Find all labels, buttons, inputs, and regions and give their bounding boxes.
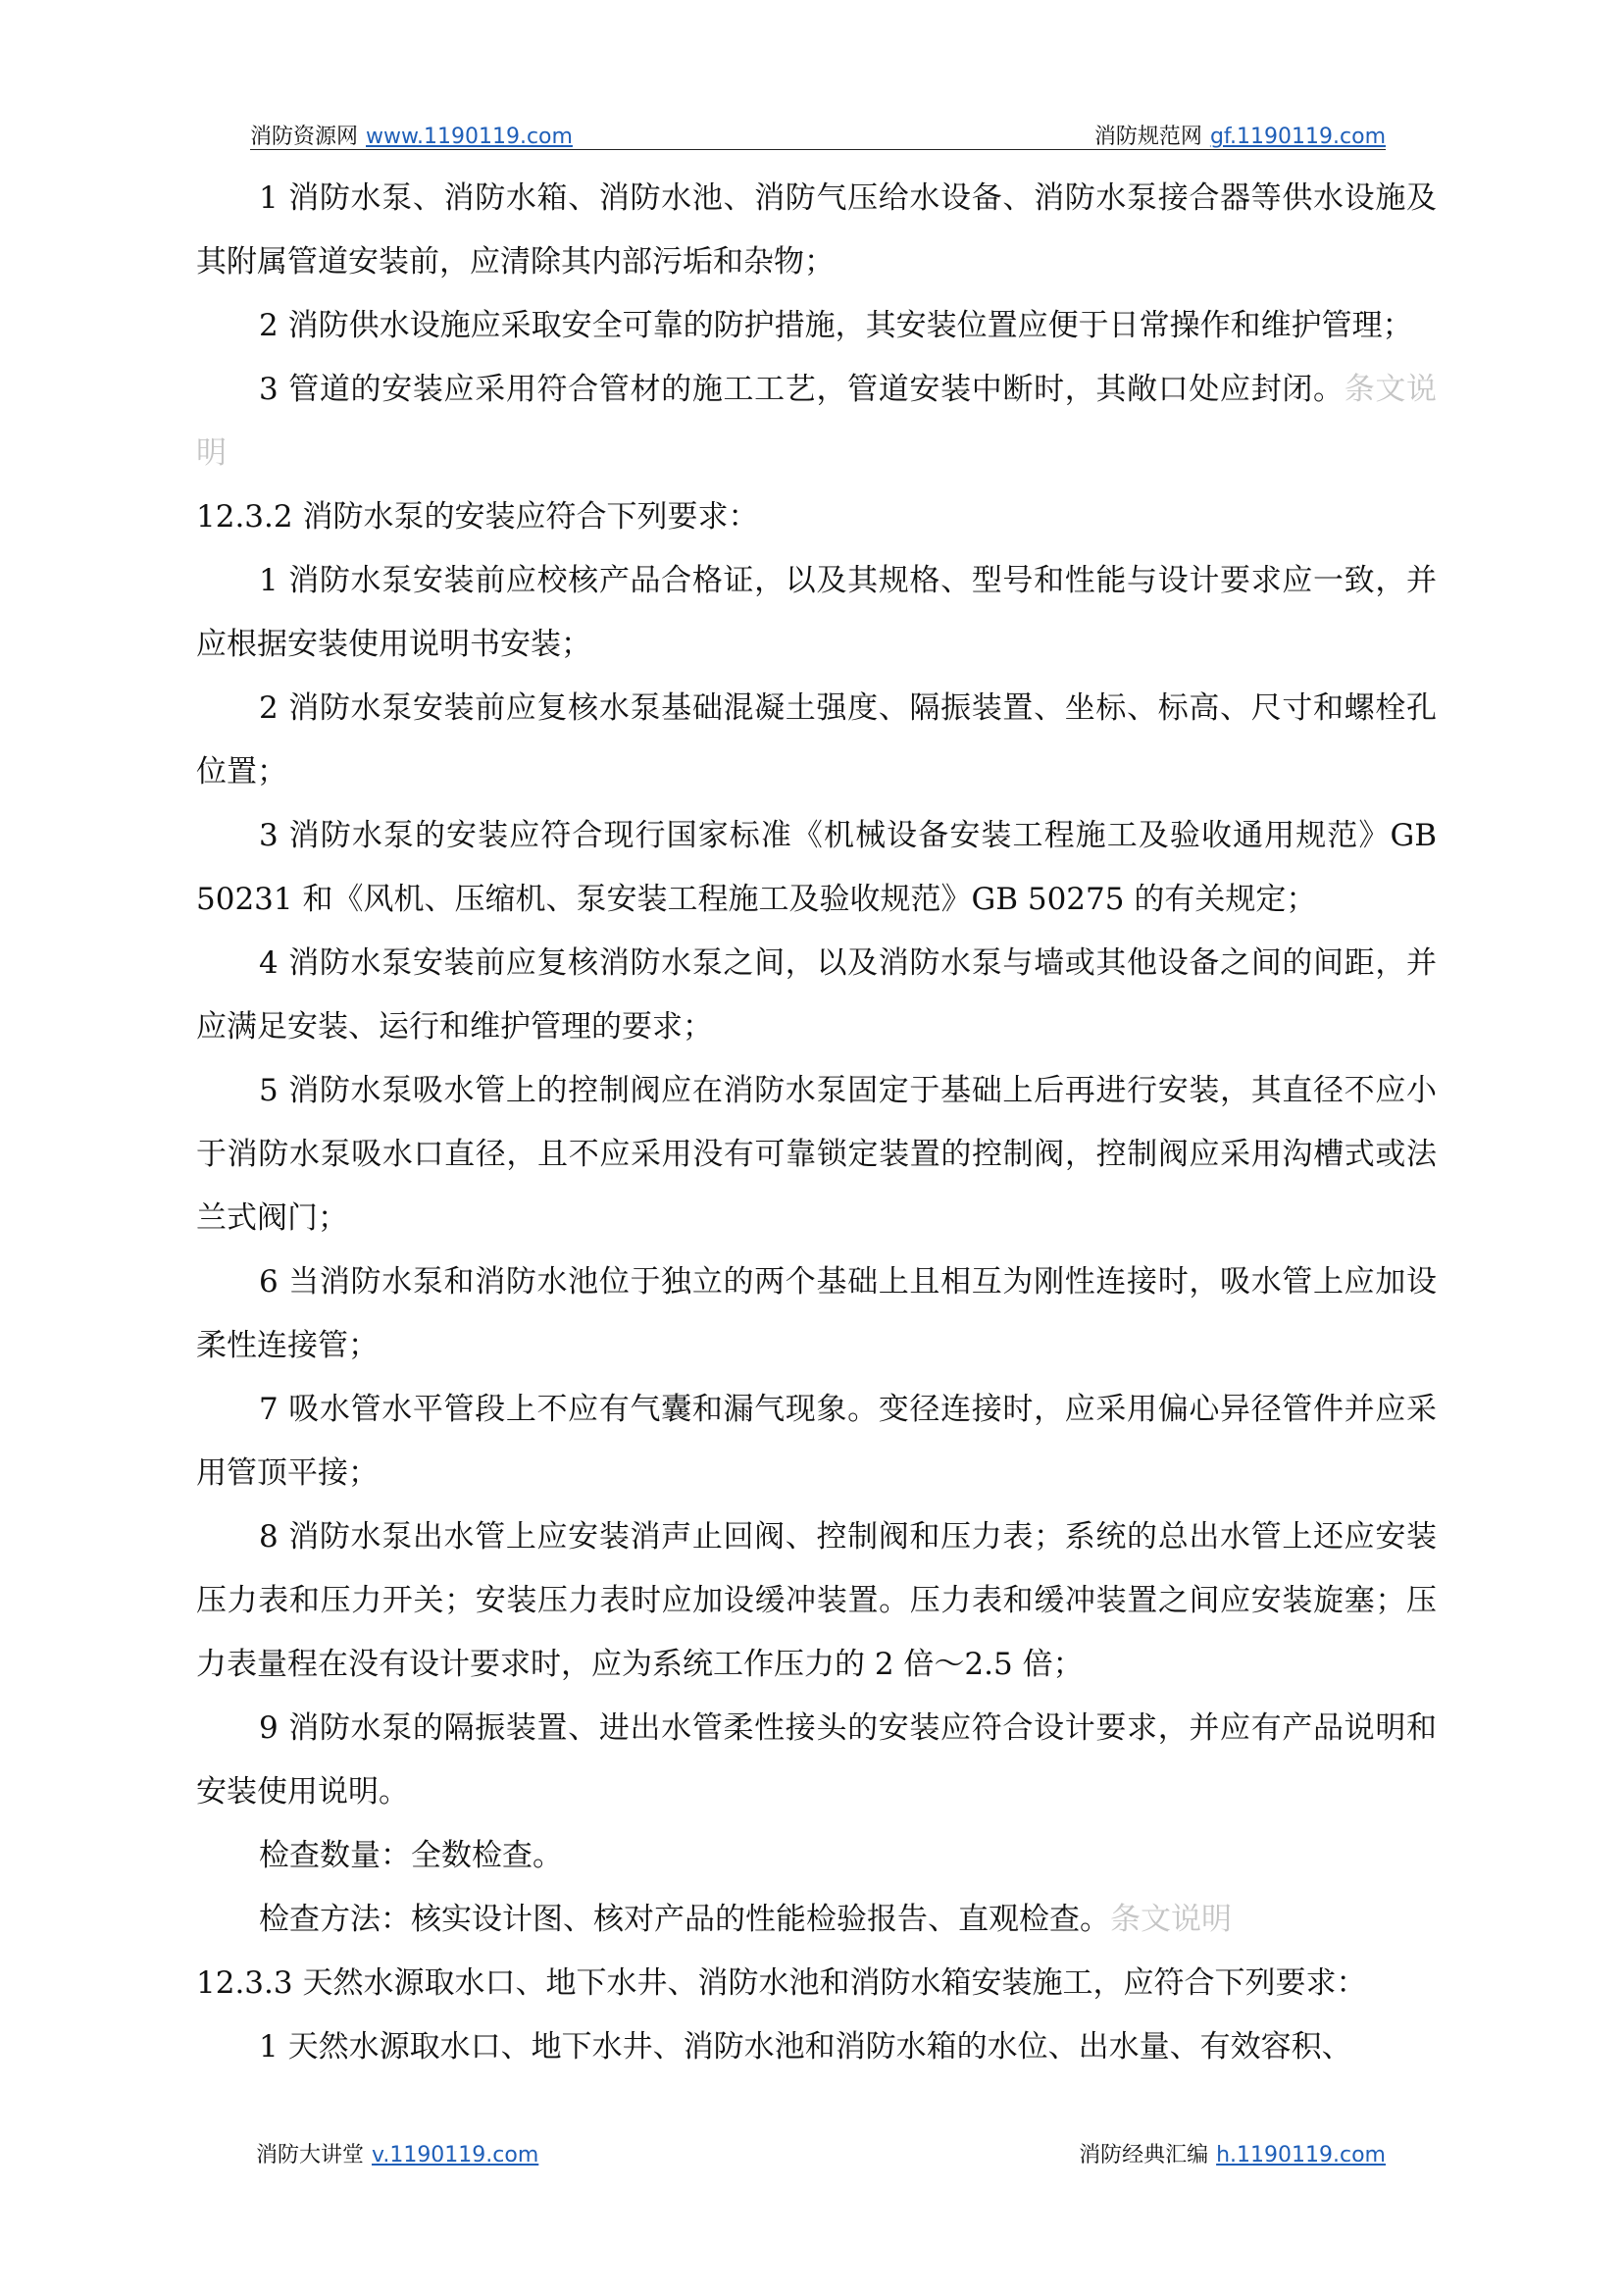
paragraph-text: 1 消防水泵安装前应校核产品合格证，以及其规格、型号和性能与设计要求应一致，并应根据安装使用说明书安装；: [196, 563, 1437, 662]
paragraph: [196, 1697, 1437, 1824]
clause-heading: [196, 485, 1437, 549]
header-right-site: 消防规范网: [1093, 125, 1202, 149]
paragraph-text: 5 消防水泵吸水管上的控制阀应在消防水泵固定于基础上后再进行安装，其直径不应小于消防水泵吸水口直径，且不应采用没有可靠锁定装置的控制阀，控制阀应采用沟槽式或法兰式阀门；: [196, 1073, 1437, 1236]
paragraph: [196, 1250, 1437, 1378]
paragraph-text: 12.3.2 消防水泵的安装应符合下列要求：: [196, 499, 759, 535]
clause-heading: [196, 1952, 1437, 2015]
paragraph-text: 检查方法：核实设计图、核对产品的性能检验报告、直观检查。: [259, 1902, 1110, 1937]
check-method: [196, 1888, 1437, 1952]
paragraph: [196, 167, 1437, 294]
check-quantity: [196, 1824, 1437, 1888]
paragraph-text: 3 消防水泵的安装应符合现行国家标准《机械设备安装工程施工及验收通用规范》GB 50231 和《风机、压缩机、泵安装工程施工及验收规范》GB 50275 的有关规定；: [196, 818, 1437, 917]
paragraph-text: 1 天然水源取水口、地下水井、消防水池和消防水箱的水位、出水量、有效容积、: [259, 2029, 1352, 2065]
paragraph: [196, 804, 1437, 932]
clause-note-link[interactable]: 条文说明: [1110, 1902, 1232, 1937]
paragraph-text: 3 管道的安装应采用符合管材的施工工艺，管道安装中断时，其敞口处应封闭。: [259, 372, 1345, 407]
header-left-link[interactable]: www.1190119.com: [366, 125, 573, 149]
paragraph-text: 7 吸水管水平管段上不应有气囊和漏气现象。变径连接时，应采用偏心异径管件并应采用管顶平接；: [196, 1392, 1437, 1491]
paragraph-text: 检查数量：全数检查。: [259, 1838, 563, 1873]
paragraph-text: 8 消防水泵出水管上应安装消声止回阀、控制阀和压力表；系统的总出水管上还应安装压力表和压力开关；安装压力表时应加设缓冲装置。压力表和缓冲装置之间应安装旋塞；压力表量程在没有设计要求时，应为系统工作压力的 2 倍～2.5 倍；: [196, 1519, 1437, 1682]
page-footer: [250, 2138, 1386, 2169]
paragraph: [196, 2015, 1437, 2079]
document-body: [196, 167, 1437, 2079]
paragraph: [196, 932, 1437, 1059]
paragraph-text: 1 消防水泵、消防水箱、消防水池、消防气压给水设备、消防水泵接合器等供水设施及其附属管道安装前，应清除其内部污垢和杂物；: [196, 180, 1437, 280]
footer-left: [256, 2138, 538, 2168]
footer-right: [1079, 2138, 1386, 2168]
paragraph: [196, 549, 1437, 677]
footer-left-site: 消防大讲堂: [256, 2143, 365, 2167]
paragraph-text: 2 消防水泵安装前应复核水泵基础混凝土强度、隔振装置、坐标、标高、尺寸和螺栓孔位置；: [196, 690, 1437, 790]
footer-right-site: 消防经典汇编: [1079, 2143, 1209, 2167]
paragraph-text: 4 消防水泵安装前应复核消防水泵之间，以及消防水泵与墙或其他设备之间的间距，并应满足安装、运行和维护管理的要求；: [196, 945, 1437, 1045]
paragraph: [196, 1059, 1437, 1250]
paragraph: [196, 294, 1437, 358]
header-right: [1094, 120, 1386, 150]
clause-note-link[interactable]: 条文说明: [196, 372, 1438, 471]
paragraph: [196, 1378, 1437, 1505]
paragraph-text: 12.3.3 天然水源取水口、地下水井、消防水池和消防水箱安装施工，应符合下列要求：: [196, 1965, 1367, 2001]
paragraph-text: 6 当消防水泵和消防水池位于独立的两个基础上且相互为刚性连接时，吸水管上应加设柔性连接管；: [196, 1264, 1437, 1363]
paragraph-text: 9 消防水泵的隔振装置、进出水管柔性接头的安装应符合设计要求，并应有产品说明和安装使用说明。: [196, 1710, 1437, 1810]
paragraph: [196, 358, 1437, 485]
paragraph: [196, 1505, 1437, 1697]
header-left-site: 消防资源网: [250, 125, 359, 149]
header-right-link[interactable]: gf.1190119.com: [1209, 125, 1386, 149]
footer-right-link[interactable]: h.1190119.com: [1216, 2143, 1386, 2167]
header-left: [250, 120, 573, 150]
paragraph-text: 2 消防供水设施应采取安全可靠的防护措施，其安装位置应便于日常操作和维护管理；: [259, 308, 1413, 343]
paragraph: [196, 677, 1437, 804]
page-header: [250, 120, 1386, 150]
footer-left-link[interactable]: v.1190119.com: [372, 2143, 539, 2167]
